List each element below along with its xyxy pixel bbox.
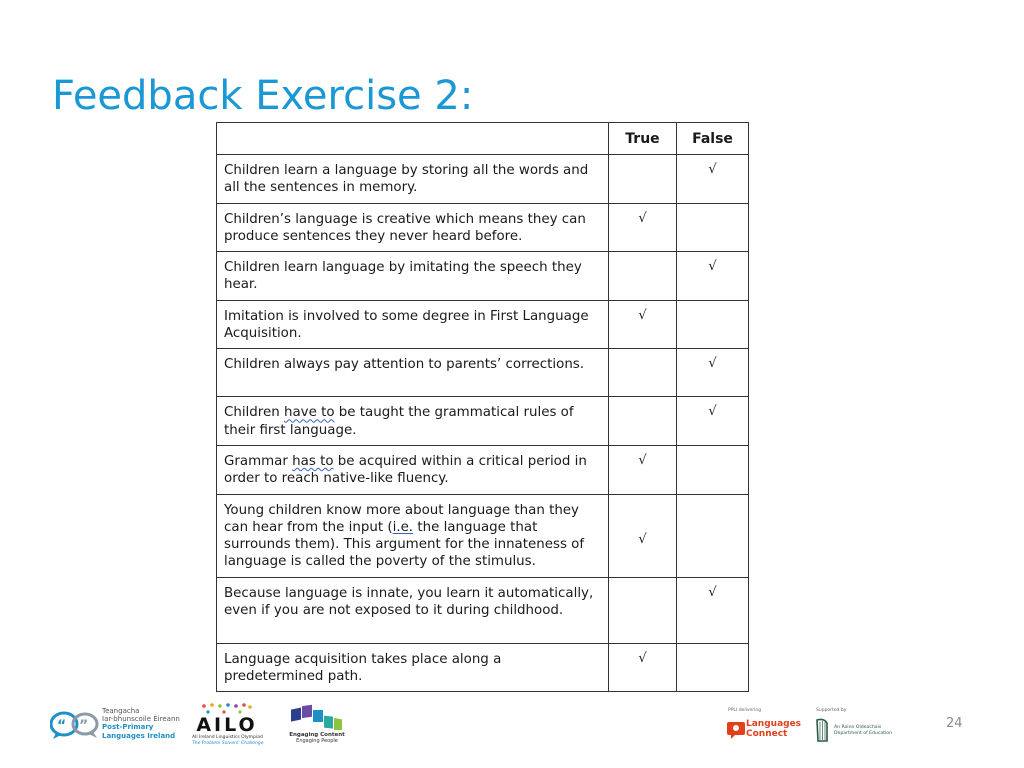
statement-cell: Children learn a language by storing all the words and all the sentences in memory. [217, 155, 609, 204]
post-primary-languages-ireland-logo [50, 706, 180, 746]
logo-text-line: Teangacha [102, 707, 140, 715]
languages-connect-icon [726, 718, 746, 740]
table-row [217, 445, 749, 494]
statement-text: be taught the grammatical rules of their first language. [224, 405, 574, 438]
logo-text-line: Engaging People [296, 738, 338, 744]
check-mark: √ [708, 162, 717, 177]
slide-title: Feedback Exercise 2: [52, 73, 474, 119]
svg-text:“: “ [57, 718, 67, 734]
check-mark: √ [638, 531, 647, 547]
table-row [217, 203, 749, 252]
table-row [217, 155, 749, 204]
logo-text-line: Iar-bhunscoile Éireann [102, 715, 180, 724]
false-cell [677, 252, 749, 301]
true-cell [609, 155, 677, 204]
statement-text: Grammar [224, 453, 293, 469]
statement-cell: Children learn language by imitating the speech they hear. [217, 252, 609, 301]
true-cell [609, 349, 677, 397]
spellcheck-underlined-text: have to [283, 405, 335, 421]
department-of-education-logo [812, 708, 892, 744]
languages-connect-name [746, 720, 801, 739]
check-mark: √ [638, 452, 647, 468]
ailo-subtitle [192, 735, 262, 746]
statement-cell: Because language is innate, you learn it automatically, even if you are not exposed to it during childhood. [217, 577, 609, 643]
false-cell [677, 494, 749, 577]
false-cell [677, 397, 749, 446]
header-true: True [609, 123, 677, 155]
check-mark: √ [708, 584, 717, 600]
check-mark: √ [638, 210, 647, 226]
false-cell [677, 203, 749, 252]
true-cell [609, 203, 677, 252]
true-cell [609, 643, 677, 692]
false-cell [677, 445, 749, 494]
svg-text:”: ” [79, 718, 89, 734]
logo-text-line: All Ireland Linguistics Olympiad [192, 735, 263, 740]
statement-cell [217, 445, 609, 494]
engaging-content-text [287, 732, 347, 744]
statement-cell: Imitation is involved to some degree in First Language Acquisition. [217, 300, 609, 349]
false-cell [677, 155, 749, 204]
table-row [217, 643, 749, 692]
ailo-wordmark: AILO [196, 714, 258, 736]
languages-connect-logo [724, 708, 802, 744]
statement-cell [217, 494, 609, 577]
true-cell [609, 494, 677, 577]
statement-cell [217, 397, 609, 446]
true-cell [609, 445, 677, 494]
header-statement [217, 123, 609, 155]
check-mark: √ [638, 650, 647, 666]
speech-bubbles-icon [50, 710, 102, 740]
statement-cell: Language acquisition takes place along a predetermined path. [217, 643, 609, 692]
page-number: 24 [946, 716, 963, 731]
logo-text-line: Languages [746, 719, 802, 729]
false-cell [677, 300, 749, 349]
ailo-logo [192, 702, 262, 746]
check-mark: √ [638, 307, 647, 323]
logo-text-line: Connect [746, 728, 788, 739]
true-cell [609, 252, 677, 301]
false-cell [677, 577, 749, 643]
table-row [217, 349, 749, 397]
statement-text: Young children know more about language than they can hear from the input ( [224, 502, 579, 535]
logo-caption: PPLI delivering [728, 708, 762, 713]
table-row [217, 397, 749, 446]
true-false-table [216, 122, 749, 692]
statement-cell: Children’s language is creative which means they can produce sentences they never heard before. [217, 203, 609, 252]
logo-text-line: Engaging Content [289, 732, 345, 738]
true-cell [609, 300, 677, 349]
harp-icon [814, 717, 830, 743]
logo-caption: Supported by [816, 708, 847, 713]
check-mark: √ [708, 259, 717, 275]
logo-text-line: Department of Education [834, 731, 893, 736]
statement-text: the language that surrounds them). This argument for the innateness of language is called the poverty of the stimulus. [224, 519, 585, 570]
logo-text-line: Post-Primary [102, 723, 154, 732]
logo-text-line: An Roinn Oideachais [834, 725, 882, 730]
department-name [834, 725, 892, 737]
table-row [217, 494, 749, 577]
cubes-icon [289, 704, 343, 730]
engaging-content-logo [287, 704, 347, 748]
table-row [217, 300, 749, 349]
table-header-row [217, 123, 749, 155]
post-primary-logo-text [102, 707, 180, 740]
statement-text: be acquired within a critical period in order to reach native-like fluency. [224, 453, 587, 487]
statement-cell: Children always pay attention to parents’ corrections. [217, 349, 609, 397]
check-mark: √ [708, 356, 717, 372]
spellcheck-underlined-text: has to [292, 453, 334, 469]
logo-text-line: Languages Ireland [102, 731, 176, 740]
false-cell [677, 643, 749, 692]
table-row [217, 577, 749, 643]
spellcheck-underlined-text: i.e. [392, 519, 414, 535]
logo-text-line: The Problem Solvers' Challenge [192, 740, 264, 746]
header-false: False [677, 123, 749, 155]
check-mark: √ [708, 404, 717, 420]
statement-text: Children [224, 405, 284, 421]
false-cell [677, 349, 749, 397]
table-row [217, 252, 749, 301]
true-cell [609, 577, 677, 643]
true-cell [609, 397, 677, 446]
